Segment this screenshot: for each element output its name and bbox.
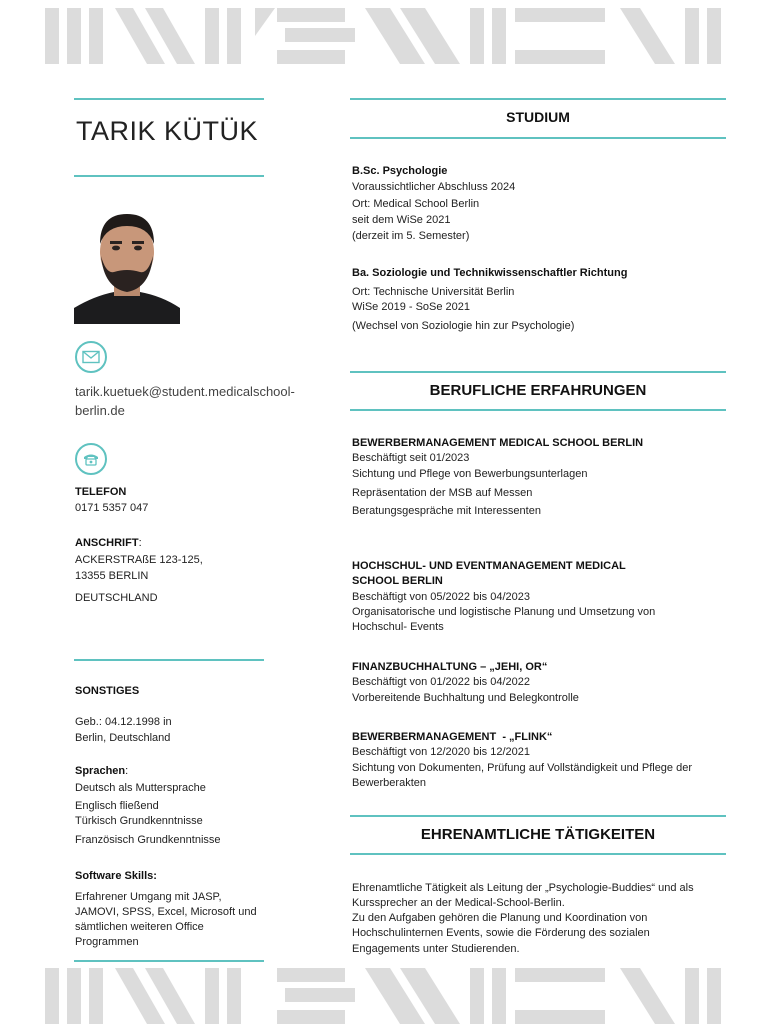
job-title: BEWERBERMANAGEMENT - „FLINK“ — [352, 731, 553, 743]
job-line: Organisatorische und logistische Planung und Umsetzung von — [352, 606, 656, 618]
profile-photo — [74, 204, 180, 324]
job-line: Sichtung und Pflege von Bewerbungsunterlagen — [352, 468, 588, 480]
degree-line: seit dem WiSe 2021 — [352, 214, 451, 226]
divider — [350, 409, 726, 411]
beruf-heading: BERUFLICHE ERFAHRUNGEN — [429, 382, 647, 399]
decorative-footer-band — [45, 968, 725, 1024]
candidate-name: TARIK KÜTÜK — [76, 116, 259, 146]
degree-line: Ort: Medical School Berlin — [352, 198, 480, 210]
degree-line: Voraussichtlicher Abschluss 2024 — [352, 181, 516, 193]
degree-line: WiSe 2019 - SoSe 2021 — [352, 301, 471, 313]
language-item: Englisch fließend — [75, 800, 159, 812]
birth-line-1: Geb.: 04.12.1998 in — [75, 716, 172, 728]
anschrift-label: ANSCHRIFT: — [75, 537, 142, 549]
job-line: Sichtung von Dokumenten, Prüfung auf Vollständigkeit und Pflege der — [352, 762, 693, 774]
telefon-value: 0171 5357 047 — [75, 502, 149, 514]
degree-line: (Wechsel von Soziologie hin zur Psychologie) — [352, 320, 575, 332]
job-line: Repräsentation der MSB auf Messen — [352, 487, 533, 499]
address-city: 13355 BERLIN — [75, 570, 149, 582]
language-item: Türkisch Grundkenntnisse — [75, 815, 203, 827]
degree-line: (derzeit im 5. Semester) — [352, 230, 470, 242]
telefon-label: TELEFON — [75, 486, 127, 498]
software-line: JAMOVI, SPSS, Excel, Microsoft und — [75, 906, 257, 918]
divider — [350, 137, 726, 139]
job-line: Hochschul- Events — [352, 621, 444, 633]
ehrenamt-heading: EHRENAMTLICHE TÄTIGKEITEN — [420, 826, 656, 843]
job-line: Beschäftigt seit 01/2023 — [352, 452, 470, 464]
degree-title: B.Sc. Psychologie — [352, 165, 448, 177]
job-title: HOCHSCHUL- UND EVENTMANAGEMENT MEDICAL — [352, 560, 626, 572]
software-label: Software Skills: — [75, 870, 157, 882]
job-line: Beratungsgespräche mit Interessenten — [352, 505, 541, 517]
divider — [74, 659, 264, 661]
divider — [74, 175, 264, 177]
divider — [74, 960, 264, 962]
studium-heading: STUDIUM — [506, 109, 570, 125]
birth-line-2: Berlin, Deutschland — [75, 732, 171, 744]
software-line: sämtlichen weiteren Office — [75, 921, 204, 933]
job-line: Beschäftigt von 01/2022 bis 04/2022 — [352, 676, 530, 688]
software-line: Programmen — [75, 936, 139, 948]
job-line: Beschäftigt von 05/2022 bis 04/2023 — [352, 591, 530, 603]
address-country: DEUTSCHLAND — [75, 592, 158, 604]
software-line: Erfahrener Umgang mit JASP, — [75, 891, 222, 903]
ehrenamt-line: Kurssprecher an der Medical-School-Berlin. — [352, 897, 565, 909]
ehrenamt-line: Ehrenamtliche Tätigkeit als Leitung der „Psychologie-Buddies“ und als — [352, 882, 694, 894]
envelope-icon — [75, 341, 107, 373]
divider — [350, 371, 726, 373]
decorative-header-band — [45, 8, 725, 64]
job-title: FINANZBUCHHALTUNG – „JEHI, OR“ — [352, 661, 548, 673]
degree-line: Ort: Technische Universität Berlin — [352, 286, 515, 298]
language-item: Französisch Grundkenntnisse — [75, 834, 221, 846]
job-title: SCHOOL BERLIN — [352, 575, 443, 587]
language-item: Deutsch als Muttersprache — [75, 782, 206, 794]
divider — [74, 98, 264, 100]
ehrenamt-line: Zu den Aufgaben gehören die Planung und Koordination von — [352, 912, 648, 924]
sprachen-label: Sprachen: — [75, 765, 129, 777]
ehrenamt-line: Engagements unter Studierenden. — [352, 943, 520, 955]
job-title: BEWERBERMANAGEMENT MEDICAL SCHOOL BERLIN — [352, 437, 644, 449]
degree-title: Ba. Soziologie und Technikwissenschaftler Richtung — [352, 267, 628, 279]
divider — [350, 98, 726, 100]
address-street: ACKERSTRAßE 123-125, — [75, 554, 203, 566]
job-line: Vorbereitende Buchhaltung und Belegkontrolle — [352, 692, 579, 704]
job-line: Beschäftigt von 12/2020 bis 12/2021 — [352, 746, 530, 758]
sonstiges-heading: SONSTIGES — [75, 685, 140, 697]
divider — [350, 815, 726, 817]
telephone-icon — [75, 443, 107, 475]
ehrenamt-line: Hochschulinternen Events, sowie die Förderung des sozialen — [352, 927, 650, 939]
email-address[interactable]: tarik.kuetuek@student.medicalschool-berlin.de — [75, 384, 295, 418]
divider — [350, 853, 726, 855]
job-line: Bewerberakten — [352, 777, 426, 789]
